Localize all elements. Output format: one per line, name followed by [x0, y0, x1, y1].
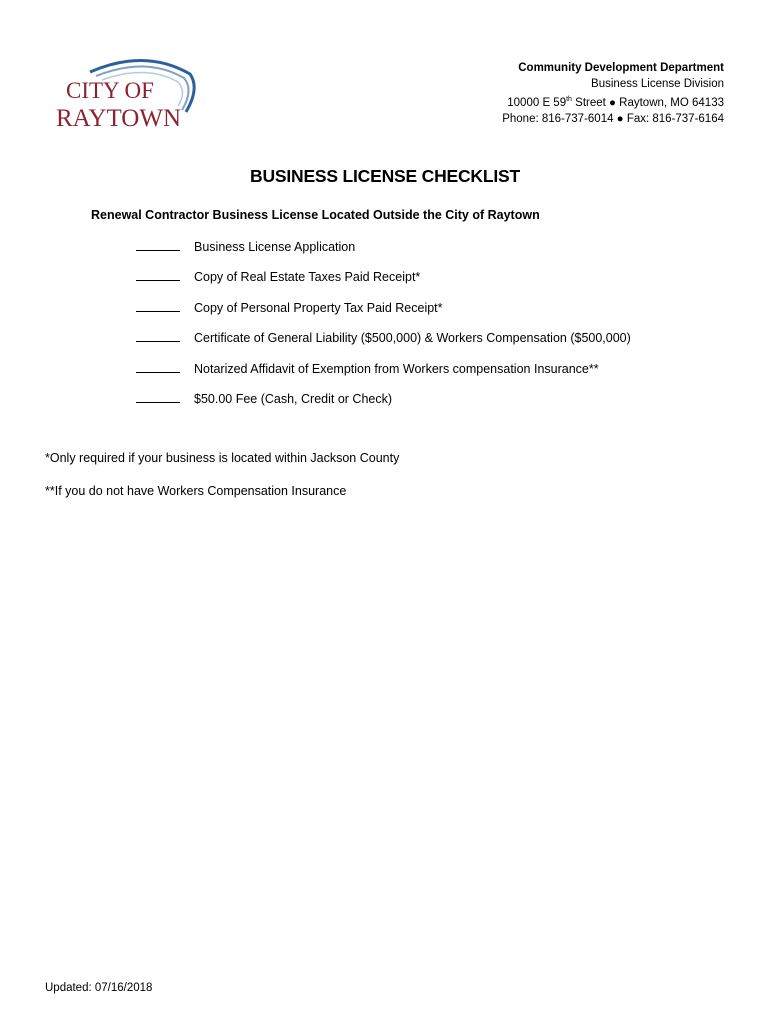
contact-line: Phone: 816-737-6014 ● Fax: 816-737-6164 — [502, 112, 724, 125]
checklist-item-label: $50.00 Fee (Cash, Credit or Check) — [194, 391, 393, 406]
footnote-jackson-county: *Only required if your business is located within Jackson County — [45, 451, 400, 465]
checkbox-blank-line[interactable] — [136, 238, 180, 251]
checklist-item-label: Notarized Affidavit of Exemption from Workers compensation Insurance** — [194, 361, 599, 376]
city-of-raytown-logo — [50, 54, 200, 140]
checkbox-blank-line[interactable] — [136, 299, 180, 312]
checklist — [136, 238, 631, 420]
department-name: Community Development Department — [518, 62, 724, 74]
checklist-item — [136, 299, 631, 329]
checklist-item-label: Business License Application — [194, 240, 356, 254]
checkbox-blank-line[interactable] — [136, 360, 180, 373]
division-name: Business License Division — [591, 78, 724, 90]
updated-date: Updated: 07/16/2018 — [45, 982, 153, 994]
document-subtitle: Renewal Contractor Business License Located Outside the City of Raytown — [91, 208, 540, 222]
checklist-item-label: Copy of Personal Property Tax Paid Receipt* — [194, 300, 443, 315]
checklist-item-label: Copy of Real Estate Taxes Paid Receipt* — [194, 270, 421, 285]
footnote-workers-comp: **If you do not have Workers Compensation Insurance — [45, 484, 347, 498]
logo-city-text: CITY OF — [66, 78, 154, 103]
checkbox-blank-line[interactable] — [136, 268, 180, 281]
checklist-item — [136, 329, 631, 359]
address-line: 10000 E 59th Street ● Raytown, MO 64133 — [507, 96, 724, 109]
checkbox-blank-line[interactable] — [136, 390, 180, 403]
checkbox-blank-line[interactable] — [136, 329, 180, 342]
logo-raytown-text: RAYTOWN — [56, 105, 182, 132]
department-header — [502, 60, 724, 127]
checklist-item — [136, 390, 631, 420]
checklist-item — [136, 360, 631, 390]
checklist-item — [136, 238, 631, 268]
document-title: BUSINESS LICENSE CHECKLIST — [250, 166, 520, 186]
checklist-item — [136, 268, 631, 298]
checklist-item-label: Certificate of General Liability ($500,000) & Workers Compensation ($500,000) — [194, 331, 631, 346]
